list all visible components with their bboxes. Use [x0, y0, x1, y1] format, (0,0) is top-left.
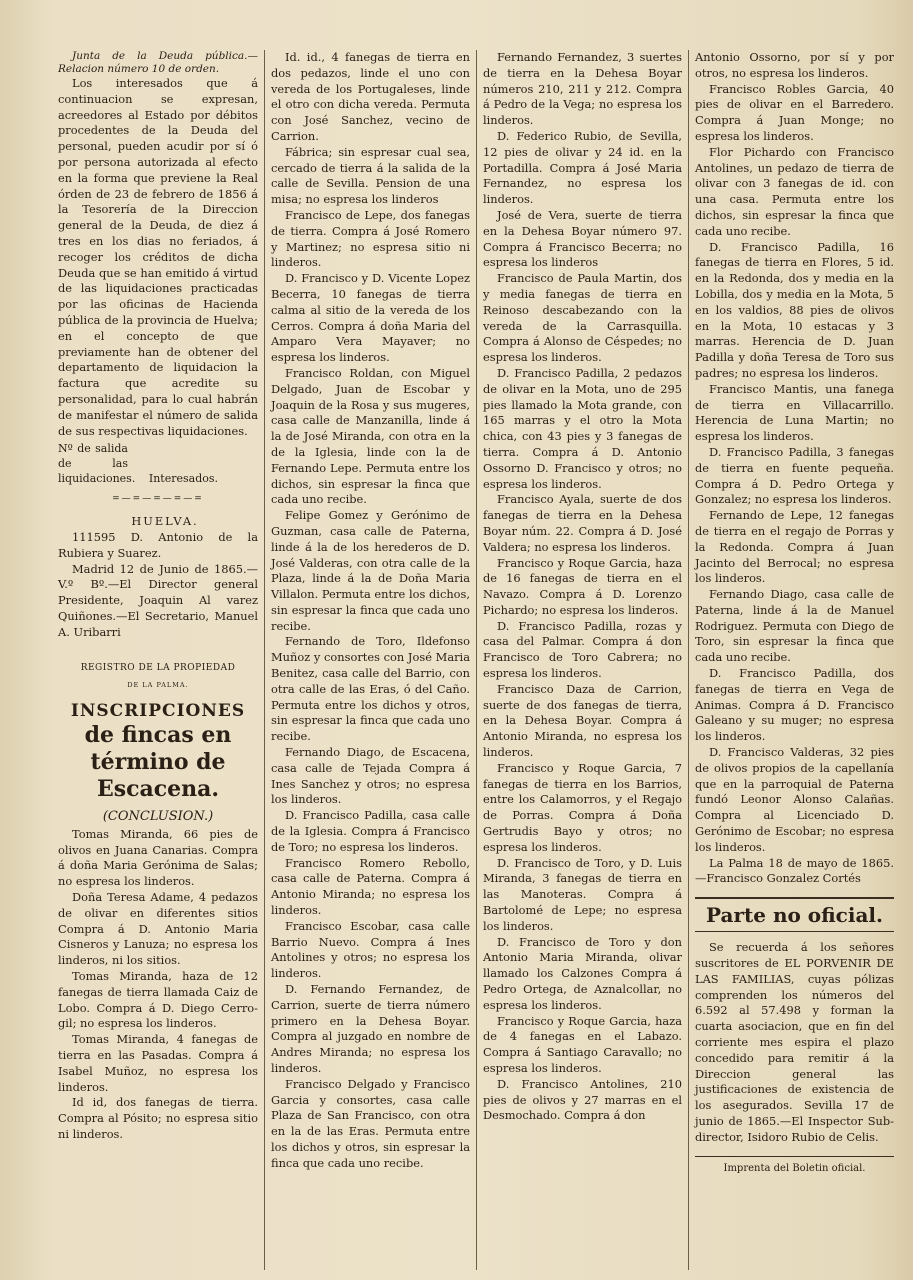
- columns: [52, 50, 905, 1270]
- record-paragraph: Tomas Miranda, 66 pies de olivos en Juana Canarias. Compra á doña Maria Gerónima de Salas; no espresa los linderos.: [58, 826, 258, 889]
- record-paragraph: Francisco y Roque Garcia, haza de 4 fanegas en el Labazo. Compra á Santiago Caravallo; no espresa los linderos.: [483, 1013, 682, 1075]
- entry-line: [58, 530, 258, 562]
- province-name: HUELVA.: [131, 514, 199, 529]
- record-paragraph: D. Fernando Fernandez, de Carrion, suerte de tierra número primero en la Dehesa Boyar. Compra al juzgado en nombre de Andres Miranda; no espresa los linderos.: [271, 982, 470, 1075]
- separator: =—=—=—=—=: [112, 494, 204, 505]
- parte-no-oficial-title: Parte no oficial.: [695, 897, 894, 932]
- record-paragraph: Fernando de Lepe, 12 fanegas de tierra en el regajo de Porras y la Redonda. Compra á Juan Jacinto del Berrocal; no espresa los linderos.: [695, 508, 894, 586]
- printer-imprint: Imprenta del Boletin oficial.: [695, 1156, 894, 1177]
- record-paragraph: Francisco y Roque Garcia, haza de 16 fanegas de tierra en el Navazo. Compra á D. Lorenzo Pichardo; no espresa los linderos.: [483, 555, 682, 617]
- registro-heading: REGISTRO DE LA PROPIEDAD: [80, 662, 236, 673]
- record-paragraph: Francisco Delgado y Francisco Garcia y consortes, casa calle Plaza de San Francisco, con otra en la de las Eras. Permuta entre los dichos y otros, sin espresar la finca que cada uno recibe.: [271, 1076, 470, 1170]
- record-paragraph: Francisco de Paula Martin, dos y media fanegas de tierra en Reinoso descabezando con la vereda de la Carrasquilla. Compra á Alonso de Céspedes; no espresa los linderos.: [483, 271, 682, 365]
- inscripciones-title: INSCRIPCIONES: [70, 701, 246, 722]
- record-paragraph: Tomas Miranda, haza de 12 fanegas de tierra llamada Caiz de Lobo. Compra á D. Diego Cerro-gil; no espresa los linderos.: [58, 969, 258, 1031]
- record-paragraph: Fábrica; sin espresar cual sea, cercado de tierra á la salida de la calle de Sevilla. Pension de una misa; no espresa los linderos: [271, 144, 470, 207]
- section-header: Junta de la Deuda pública.—Relacion número 10 de orden.: [58, 50, 258, 75]
- column-2: [264, 50, 476, 1270]
- column-3: [476, 50, 688, 1270]
- record-paragraph: D. Francisco Padilla, 16 fanegas de tierra en Flores, 5 id. en la Redonda, dos y media en la Lobilla, dos y media en la Mota, 5 en los valdios, 88 pies de olivos en la Mota, 10 estacas y 3 marras. Herencia de D. Juan Padilla y doña Teresa de Toro sus padres; no espresa los linderos.: [695, 239, 894, 380]
- column-1: [52, 50, 264, 1270]
- record-paragraph: Doña Teresa Adame, 4 pedazos de olivar en diferentes sitios Compra á D. Antonio Maria Cisneros y Lanuza; no espresa los linderos, ni los sitios.: [58, 890, 258, 968]
- record-paragraph: Flor Pichardo con Francisco Antolines, un pedazo de tierra de olivar con 3 fanegas de id. con una casa. Permuta entre los dichos, sin espresar la finca que cada uno recibe.: [695, 144, 894, 238]
- record-paragraph: D. Federico Rubio, de Sevilla, 12 pies de olivar y 24 id. en la Portadilla. Compra á José Maria Fernandez, no espresa los linderos.: [483, 128, 682, 207]
- record-paragraph: Fernando Diago, de Escacena, casa calle de Tejada Compra á Ines Sanchez y otros; no espresa los linderos.: [271, 745, 470, 807]
- column-4: [688, 50, 900, 1270]
- entry-name: D. Antonio de la Rubiera y Suarez.: [58, 529, 258, 560]
- intro-paragraph: Los interesados que á continuacion se expresan, acreedores al Estado por débitos procedentes de la Deuda del personal, pueden acudir por sí ó por persona autorizada al efecto en la forma que previene la Real órden de 23 de febrero de 1856 á la Tesorería de la Direccion general de la Deuda, de diez á tres en los dias no feriados, á recoger los créditos de dicha Deuda que se han emitido á virtud de las liquidaciones practicadas por las oficinas de Hacienda pública de la provincia de Huelva; en el concepto de que previamente han de obtener del departamento de liquidacion la factura que acredite su personalidad, para lo cual habrán de manifestar el número de salida de sus respectivas liquidaciones.: [58, 76, 258, 438]
- record-paragraph: D. Francisco y D. Vicente Lopez Becerra, 10 fanegas de tierra calma al sitio de la vereda de los Cerros. Compra á doña Maria del Amparo Vera Mayaver; no espresa los linderos.: [271, 271, 470, 365]
- fincas-title: de fincas en término de Escacena.: [84, 722, 232, 803]
- record-paragraph: D. Francisco Antolines, 210 pies de olivos y 27 marras en el Desmochado. Compra á don: [483, 1076, 682, 1123]
- record-paragraph: Fernando Diago, casa calle de Paterna, linde á la de Manuel Rodriguez. Permuta con Diego de Toro, sin espresar la finca que cada uno recibe.: [695, 587, 894, 665]
- record-paragraph: Id. id., 4 fanegas de tierra en dos pedazos, linde el uno con vereda de los Portugaleses, linde el otro con dicha vereda. Permuta con José Sanchez, vecino de Carrion.: [271, 50, 470, 143]
- record-paragraph: Francisco y Roque Garcia, 7 fanegas de tierra en los Barrios, entre los Calamorros, y el Regajo de Porras. Compra á Doña Gertrudis Bayo y otros; no espresa los linderos.: [483, 760, 682, 854]
- record-paragraph: Fernando de Toro, Ildefonso Muñoz y consortes con José Maria Benitez, casa calle del Barrio, con otra calle de las Eras, ó del Caño. Permuta entre los dichos y otros, sin espresar la finca que cada uno recibe.: [271, 634, 470, 744]
- record-paragraph: Francisco Robles Garcia, 40 pies de olivar en el Barredero. Compra á Juan Monge; no espresa los linderos.: [695, 81, 894, 143]
- record-paragraph: Francisco de Lepe, dos fanegas de tierra. Compra á José Romero y Martinez; no espresa sitio ni linderos.: [271, 207, 470, 270]
- record-paragraph: Antonio Ossorno, por sí y por otros, no espresa los linderos.: [695, 50, 894, 80]
- record-paragraph: D. Francisco Padilla, dos fanegas de tierra en Vega de Animas. Compra á D. Francisco Galeano y su muger; no espresa los linderos.: [695, 666, 894, 744]
- record-paragraph: D. Francisco de Toro, y D. Luis Miranda, 3 fanegas de tierra en las Manoteras. Compra á Bartolomé de Lepe; no espresa los linderos.: [483, 855, 682, 933]
- date-signature: La Palma 18 de mayo de 1865.—Francisco Gonzalez Cortés: [695, 855, 894, 886]
- record-paragraph: D. Francisco Padilla, casa calle de la Iglesia. Compra á Francisco de Toro; no espresa los linderos.: [271, 808, 470, 854]
- record-paragraph: Francisco Daza de Carrion, suerte de dos fanegas de tierra, en la Dehesa Boyar. Compra á Antonio Miranda, no espresa los linderos.: [483, 681, 682, 760]
- record-paragraph: D. Francisco Padilla, rozas y casa del Palmar. Compra á don Francisco de Toro Cabrera; no espresa los linderos.: [483, 618, 682, 681]
- conclusion-label: (CONCLUSION.): [102, 809, 214, 825]
- record-paragraph: D. Francisco Valderas, 32 pies de olivos propios de la capellanía que en la parroquial de Paterna fundó Leonor Alonso Calañas. Compra al Licenciado D. Gerónimo de Escobar; no espresa los linderos.: [695, 745, 894, 854]
- record-paragraph: Felipe Gomez y Gerónimo de Guzman, casa calle de Paterna, linde á la de los herederos de D. José Valderas, con otra calle de la Plaza, linde á la de Doña Maria Villalon. Permuta entre los dichos, sin espresar la finca que cada uno recibe.: [271, 508, 470, 633]
- record-paragraph: José de Vera, suerte de tierra en la Dehesa Boyar número 97. Compra á Francisco Becerra; no espresa los linderos: [483, 207, 682, 270]
- entry-number: 111595: [72, 529, 116, 544]
- record-paragraph: Francisco Romero Rebollo, casa calle de Paterna. Compra á Antonio Miranda; no espresa los linderos.: [271, 855, 470, 918]
- registro-subheading: DE LA PALMA.: [127, 681, 189, 690]
- record-paragraph: D. Francisco de Toro y don Antonio Maria Miranda, olivar llamado los Calzones Compra á Pedro Ortega, de Aznalcollar, no espresa los linderos.: [483, 934, 682, 1012]
- record-paragraph: Tomas Miranda, 4 fanegas de tierra en las Pasadas. Compra á Isabel Muñoz, no espresa los linderos.: [58, 1032, 258, 1094]
- record-paragraph: D. Francisco Padilla, 3 fanegas de tierra en fuente pequeña. Compra á D. Pedro Ortega y Gonzalez; no espresa los linderos.: [695, 444, 894, 507]
- legend-row: [58, 441, 258, 486]
- record-paragraph: Id id, dos fanegas de tierra. Compra al Pósito; no espresa sitio ni linderos.: [58, 1095, 258, 1142]
- record-paragraph: Francisco Roldan, con Miguel Delgado, Juan de Escobar y Joaquin de la Rosa y sus mugeres, casa calle de Manzanilla, linde á la de José Miranda, con otra en la de la Iglesia, linde con la de Fernando Lepe. Permuta entre los dichos, sin espresar la finca que cada uno recibe.: [271, 365, 470, 507]
- signature-paragraph: Madrid 12 de Junio de 1865.—V.º Bº.—El Director general Presidente, Joaquin Al varez Quiñones.—El Secretario, Manuel A. Uribarri: [58, 561, 258, 639]
- record-paragraph: Fernando Fernandez, 3 suertes de tierra en la Dehesa Boyar números 210, 211 y 212. Compra á Pedro de la Vega; no espresa los linderos.: [483, 50, 682, 128]
- record-paragraph: Francisco Ayala, suerte de dos fanegas de tierra en la Dehesa Boyar núm. 22. Compra á D. José Valdera; no espresa los linderos.: [483, 492, 682, 554]
- record-paragraph: Francisco Mantis, una fanega de tierra en Villacarrillo. Herencia de Luna Martin; no espresa los linderos.: [695, 381, 894, 444]
- record-paragraph: D. Francisco Padilla, 2 pedazos de olivar en la Mota, uno de 295 pies llamado la Mota grande, con 165 marras y el otro la Mota chica, con 43 pies y 3 fanegas de tierra. Compra á D. Antonio Ossorno D. Francisco y otros; no espresa los linderos.: [483, 365, 682, 491]
- record-paragraph: Francisco Escobar, casa calle Barrio Nuevo. Compra á Ines Antolines y otros; no espresa los linderos.: [271, 918, 470, 981]
- legend-right: Interesados.: [148, 472, 218, 486]
- legend-left: Nº de salida de las liquidaciones.: [58, 442, 136, 486]
- notice-paragraph: Se recuerda á los señores suscritores de EL PORVENIR DE LAS FAMILIAS, cuyas pólizas comprenden los números del 6.592 al 57.498 y forman la cuarta asociacion, que en fin del corriente mes espira el plazo concedido para remitir á la Direccion general las justificaciones de existencia de los asegurados. Sevilla 17 de junio de 1865.—El Inspector Sub-director, Isidoro Rubio de Celis.: [695, 940, 894, 1144]
